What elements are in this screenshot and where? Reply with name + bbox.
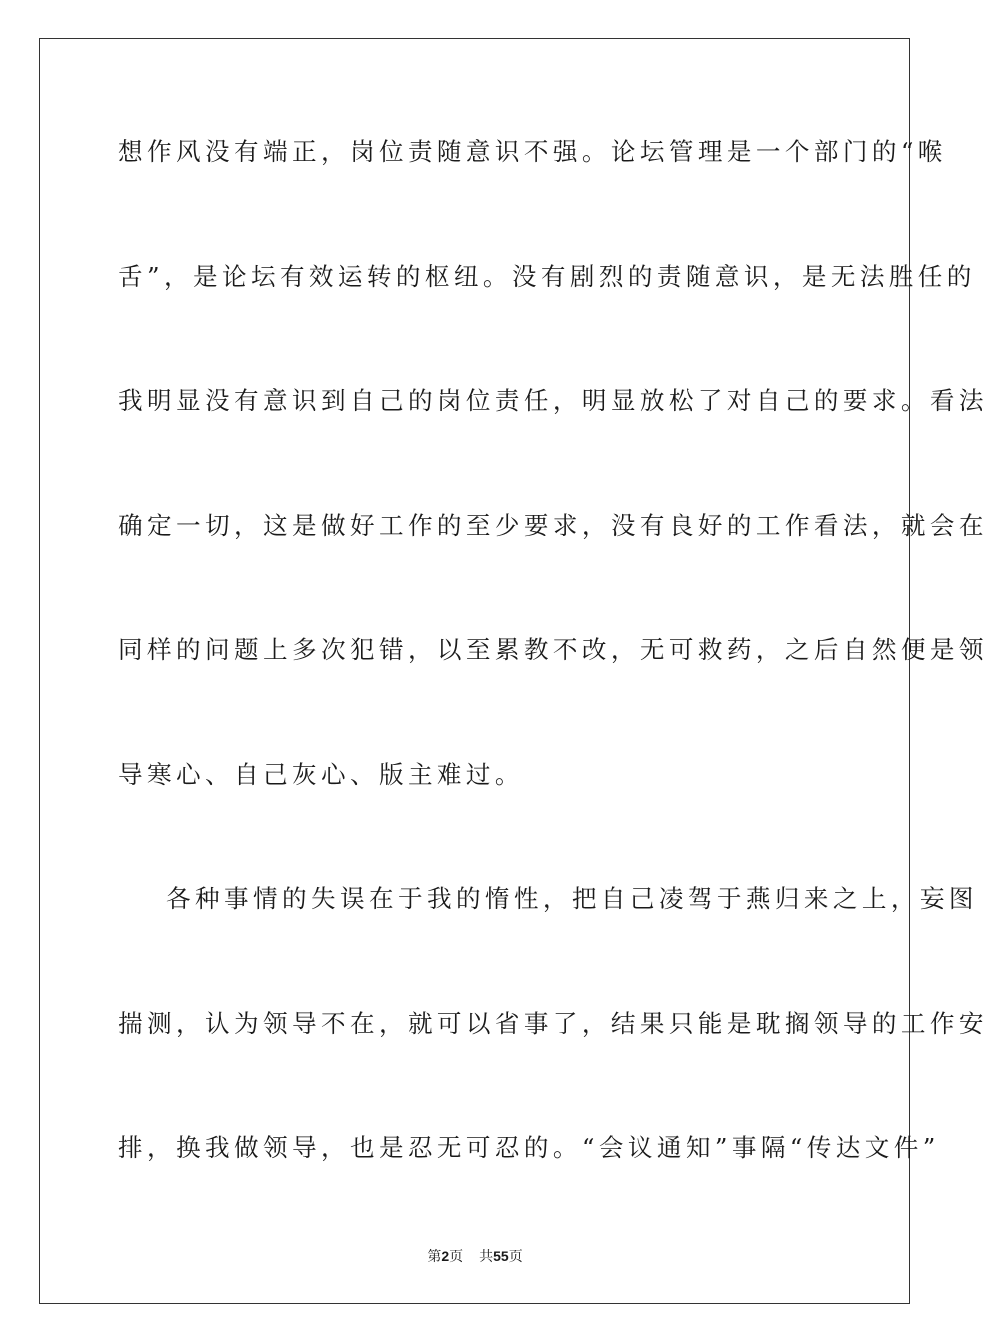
text-line-5: 同样的问题上多次犯错，以至累教不改，无可救药，之后自然便是领 [118,635,988,664]
text-line-7: 各种事情的失误在于我的惰性，把自己凌驾于燕归来之上，妄图 [166,884,978,913]
text-line-9: 排，换我做领导，也是忍无可忍的。“会议通知”事隔“传达文件” [118,1133,940,1162]
total-suffix: 页 [508,1249,523,1265]
page-number: 2 [441,1248,450,1264]
text-line-1: 想作风没有端正，岗位责随意识不强。论坛管理是一个部门的“喉 [118,137,947,166]
text-line-4: 确定一切，这是做好工作的至少要求，没有良好的工作看法，就会在 [118,510,988,540]
page-suffix: 页 [449,1249,464,1265]
page-footer [0,1246,950,1267]
page-prefix: 第 [427,1249,442,1265]
document-body [118,125,988,1246]
total-prefix: 共 [479,1249,494,1265]
text-line-2: 舌”，是论坛有效运转的枢纽。没有剧烈的责随意识，是无法胜任的 [118,261,976,291]
text-line-6: 导寒心、自己灰心、版主难过。 [118,759,524,789]
text-line-3: 我明显没有意识到自己的岗位责任，明显放松了对自己的要求。看法 [118,386,988,415]
text-line-8: 揣测，认为领导不在，就可以省事了，结果只能是耽搁领导的工作安 [118,1008,988,1038]
total-pages: 55 [493,1248,509,1264]
